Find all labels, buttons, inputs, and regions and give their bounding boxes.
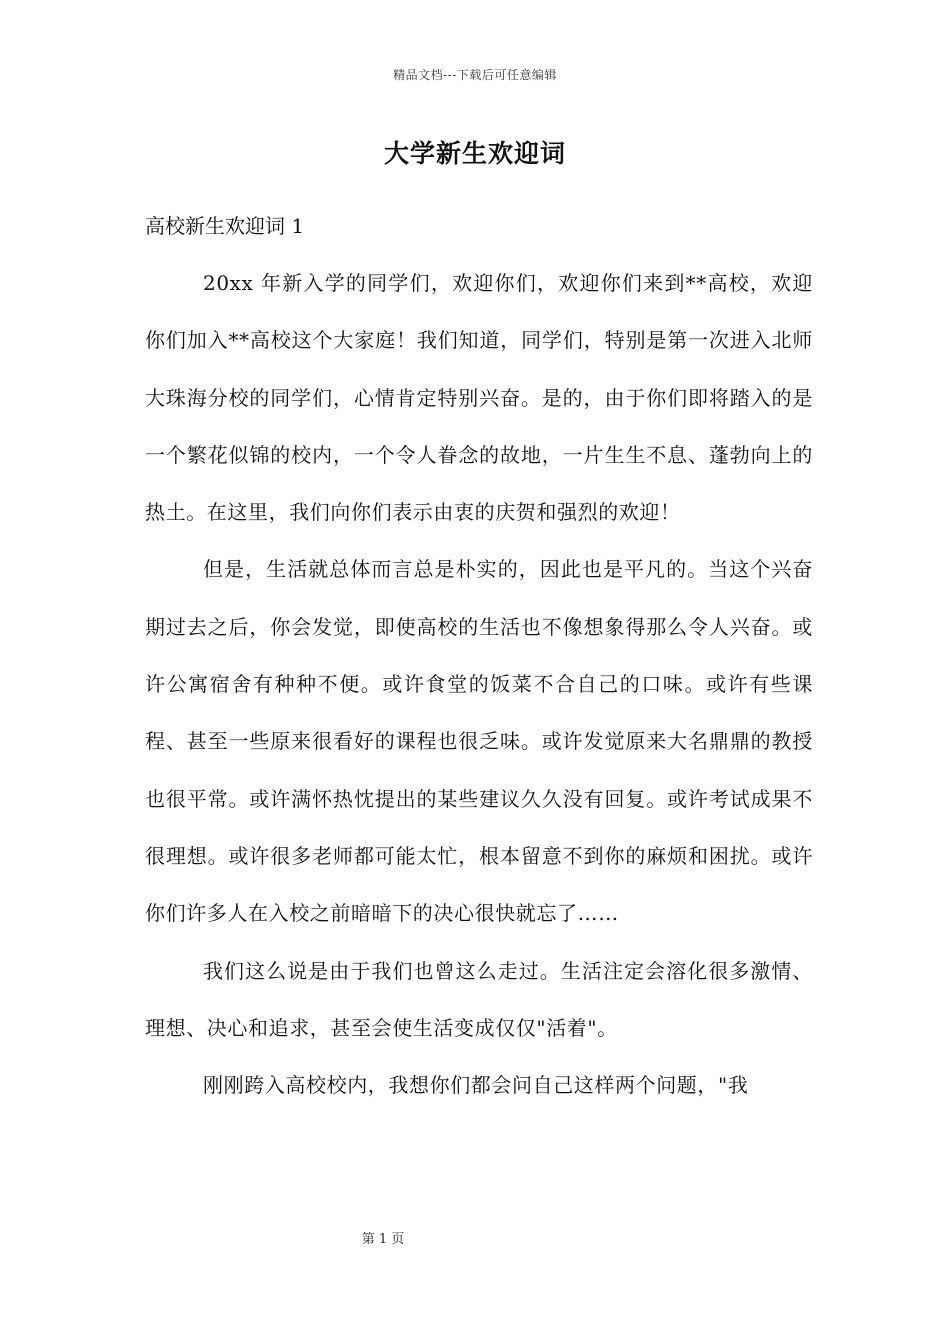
document-title: 大学新生欢迎词 bbox=[383, 139, 566, 168]
paragraph-experience: 我们这么说是由于我们也曾这么走过。生活注定会溶化很多激情、理想、决心和追求，甚至会使生活变成仅仅"活着"。 bbox=[145, 958, 813, 1040]
paragraph-questions: 刚刚跨入高校校内，我想你们都会问自己这样两个问题，"我 bbox=[203, 1073, 749, 1098]
page-number: 第 1 页 bbox=[361, 1232, 405, 1247]
section-subheading: 高校新生欢迎词 1 bbox=[145, 214, 305, 238]
paragraph-welcome: 20xx 年新入学的同学们，欢迎你们，欢迎你们来到**高校，欢迎你们加入**高校这个大家庭！我们知道，同学们，特别是第一次进入北师大珠海分校的同学们，心情肯定特别兴奋。是的，由于你们即将踏入的是一个繁花似锦的校内，一个令人眷念的故地，一片生生不息、蓬勃向上的热土。在这里，我们向你们表示由衷的庆贺和强烈的欢迎！ bbox=[145, 271, 813, 525]
header-note: 精品文档---下载后可任意编辑 bbox=[393, 68, 557, 82]
paragraph-reality: 但是，生活就总体而言总是朴实的，因此也是平凡的。当这个兴奋期过去之后，你会发觉，即使高校的生活也不像想象得那么令人兴奋。或许公寓宿舍有种种不便。或许食堂的饭菜不合自己的口味。或许有些课程、甚至一些原来很看好的课程也很乏味。或许发觉原来大名鼎鼎的教授也很平常。或许满怀热忱提出的某些建议久久没有回复。或许考试成果不很理想。或许很多老师都可能太忙，根本留意不到你的麻烦和困扰。或许你们许多人在入校之前暗暗下的决心很快就忘了…… bbox=[145, 557, 813, 926]
document-body bbox=[145, 198, 813, 1114]
